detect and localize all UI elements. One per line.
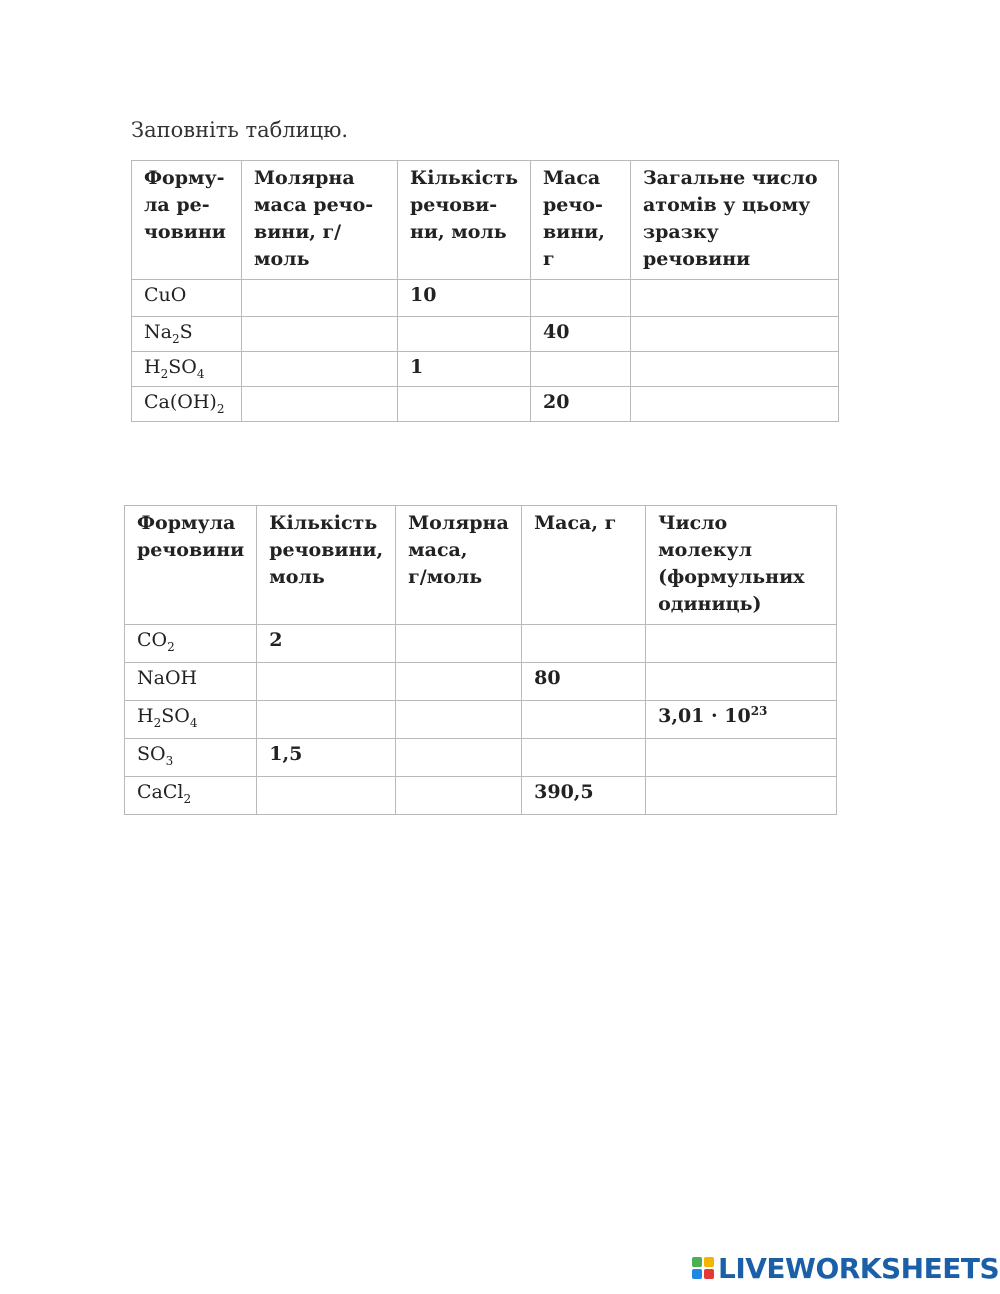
table-header-row	[132, 161, 839, 280]
mass-cell: 20	[530, 387, 630, 422]
table-header-row	[125, 506, 837, 625]
header-amount: Кількість речовини, моль	[257, 506, 396, 625]
header-molar-mass: Молярна маса речо- вини, г/моль	[242, 161, 398, 280]
logo-square	[692, 1269, 702, 1279]
table-row	[125, 701, 837, 739]
table-molecules	[124, 505, 837, 815]
amount-cell: 2	[257, 625, 396, 663]
answer-cell[interactable]	[242, 317, 398, 352]
header-mass: Маса, г	[522, 506, 646, 625]
answer-cell[interactable]	[646, 739, 837, 777]
answer-cell[interactable]	[242, 280, 398, 317]
answer-cell[interactable]	[242, 352, 398, 387]
formula-cell: $CO_2$	[125, 625, 257, 663]
table-row	[132, 352, 839, 387]
mass-cell: 390,5	[522, 777, 646, 815]
amount-cell: 10	[398, 280, 531, 317]
header-amount: Кількість речови- ни, моль	[398, 161, 531, 280]
mass-cell: 40	[530, 317, 630, 352]
header-molecules: Число молекул (формульних одиниць)	[646, 506, 837, 625]
answer-cell[interactable]	[630, 280, 838, 317]
table-row	[132, 280, 839, 317]
formula-cell: $Ca(OH)_2$	[132, 387, 242, 422]
logo-text: LIVEWORKSHEETS	[718, 1251, 1000, 1285]
answer-cell[interactable]	[630, 387, 838, 422]
answer-cell[interactable]	[530, 352, 630, 387]
table-molar-mass	[131, 160, 839, 422]
answer-cell[interactable]	[398, 387, 531, 422]
answer-cell[interactable]	[646, 663, 837, 701]
answer-cell[interactable]	[257, 663, 396, 701]
header-formula: Формула речовини	[125, 506, 257, 625]
liveworksheets-logo	[692, 1250, 999, 1286]
answer-cell[interactable]	[522, 701, 646, 739]
amount-cell: 1,5	[257, 739, 396, 777]
formula-cell: $SO_3$	[125, 739, 257, 777]
answer-cell[interactable]	[630, 317, 838, 352]
answer-cell[interactable]	[646, 777, 837, 815]
formula-cell: $H_2SO_4$	[125, 701, 257, 739]
header-formula: Форму- ла ре- човини	[132, 161, 242, 280]
instruction-text: Заповніть таблицю.	[131, 118, 349, 142]
formula-cell: CuO	[132, 280, 242, 317]
answer-cell[interactable]	[396, 701, 522, 739]
answer-cell[interactable]	[522, 625, 646, 663]
answer-cell[interactable]	[257, 777, 396, 815]
logo-square	[704, 1269, 714, 1279]
table-row	[132, 387, 839, 422]
header-mass: Маса речо- вини, г	[530, 161, 630, 280]
answer-cell[interactable]	[396, 625, 522, 663]
mass-cell: 80	[522, 663, 646, 701]
table-row	[132, 317, 839, 352]
logo-icon	[692, 1257, 714, 1279]
header-molar-mass: Молярна маса, г/моль	[396, 506, 522, 625]
answer-cell[interactable]	[630, 352, 838, 387]
answer-cell[interactable]	[257, 701, 396, 739]
table-row	[125, 625, 837, 663]
answer-cell[interactable]	[646, 625, 837, 663]
formula-cell: CaCl$_2$	[125, 777, 257, 815]
header-atoms: Загальне число атомів у цьому зразку речовини	[630, 161, 838, 280]
molecules-cell: $3,01 \cdot 10^{23}$	[646, 701, 837, 739]
answer-cell[interactable]	[522, 739, 646, 777]
answer-cell[interactable]	[396, 739, 522, 777]
amount-cell: 1	[398, 352, 531, 387]
logo-square	[704, 1257, 714, 1267]
table-row	[125, 739, 837, 777]
formula-cell: NaOH	[125, 663, 257, 701]
logo-square	[692, 1257, 702, 1267]
table-row	[125, 777, 837, 815]
formula-cell: $Na_2S$	[132, 317, 242, 352]
answer-cell[interactable]	[396, 663, 522, 701]
answer-cell[interactable]	[242, 387, 398, 422]
formula-cell: $H_2SO_4$	[132, 352, 242, 387]
table-row	[125, 663, 837, 701]
answer-cell[interactable]	[396, 777, 522, 815]
answer-cell[interactable]	[530, 280, 630, 317]
answer-cell[interactable]	[398, 317, 531, 352]
